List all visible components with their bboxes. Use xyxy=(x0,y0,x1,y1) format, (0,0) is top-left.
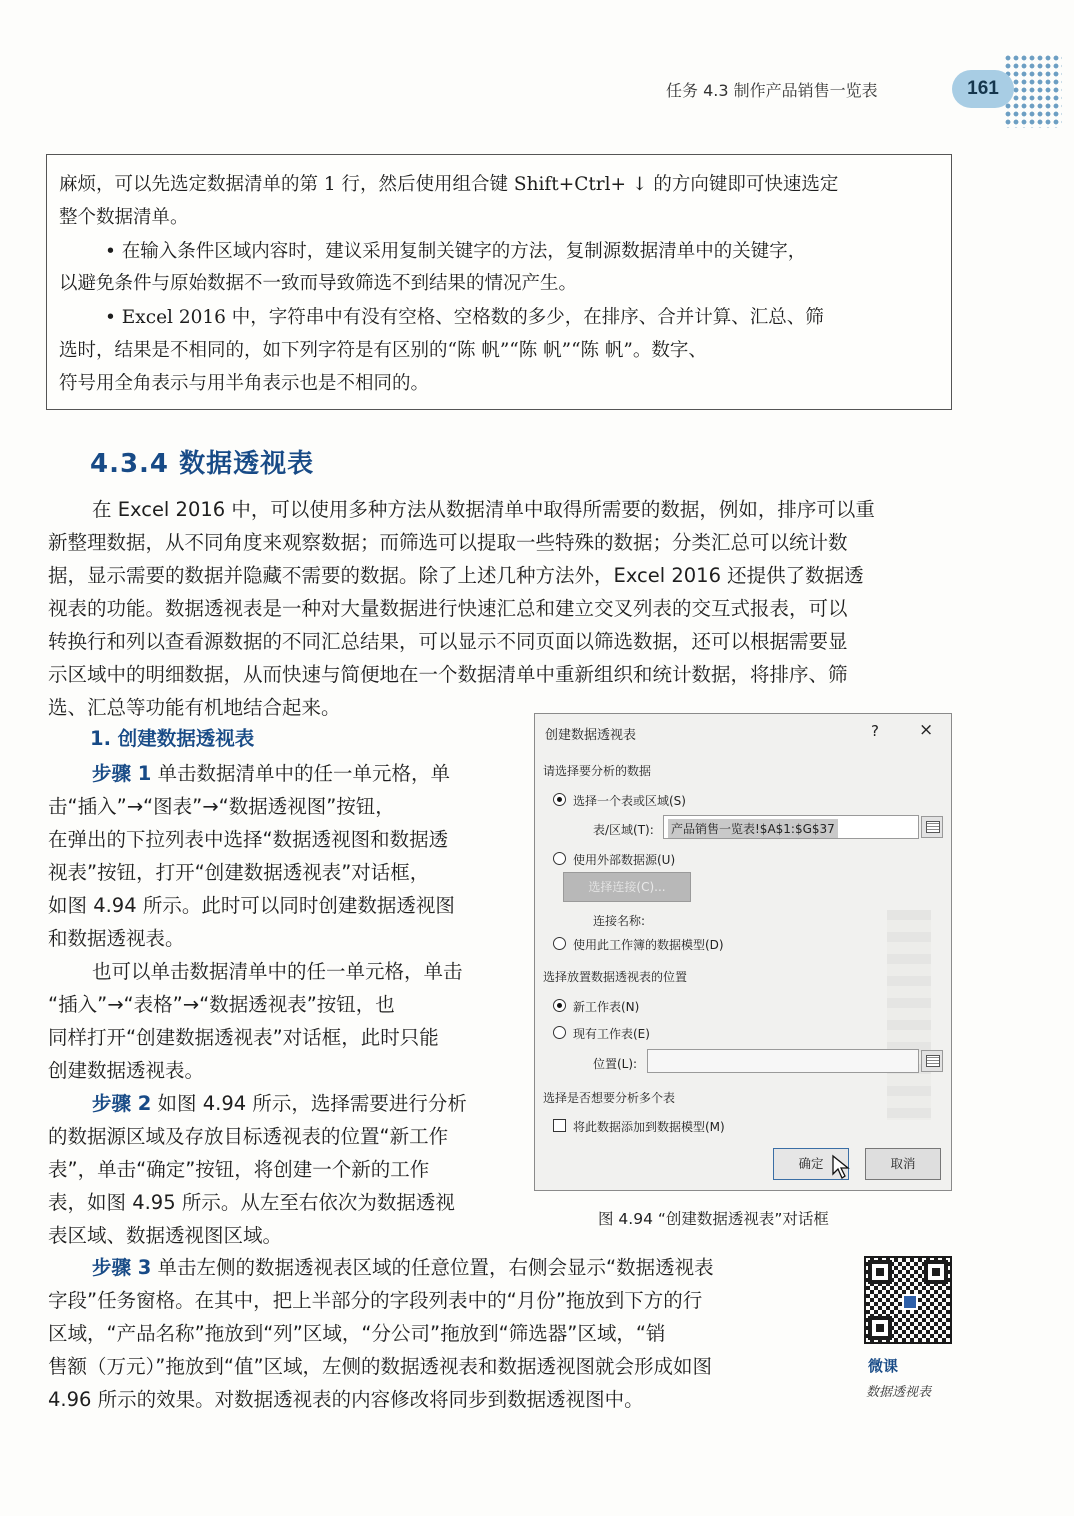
qr-logo-icon xyxy=(902,1294,918,1310)
note-line: • 在输入条件区域内容时，建议采用复制关键字的方法，复制源数据清单中的关键字， xyxy=(105,241,807,262)
radio-select-table-label: 选择一个表或区域(S) xyxy=(573,794,686,808)
background-sheet-stripes xyxy=(887,910,931,1120)
notes-box xyxy=(46,154,952,410)
step-line: 表”，单击“确定”按钮，将创建一个新的工作 xyxy=(48,1158,430,1181)
body-line: 新整理数据，从不同角度来观察数据；而筛选可以提取一些特殊的数据；分类汇总可以统计数 xyxy=(48,531,848,554)
body-line: 在 Excel 2016 中，可以使用多种方法从数据清单中取得所需要的数据，例如，排序可以重 xyxy=(92,498,875,521)
qr-finder xyxy=(868,1316,892,1340)
step-line: 4.96 所示的效果。对数据透视表的内容修改将同步到数据透视图中。 xyxy=(48,1388,644,1411)
note-line: 整个数据清单。 xyxy=(59,207,189,228)
table-range-label: 表/区域(T): xyxy=(593,823,654,837)
step-line: 表，如图 4.95 所示。从左至右依次为数据透视 xyxy=(48,1191,455,1214)
section-title: 4.3.4 数据透视表 xyxy=(90,449,315,479)
table-range-field[interactable] xyxy=(663,815,919,839)
body-line: 转换行和列以查看源数据的不同汇总结果，可以显示不同页面以筛选数据，还可以根据需要显 xyxy=(48,630,848,653)
step-line: 和数据透视表。 xyxy=(48,927,185,950)
step-line: 表区域、数据透视图区域。 xyxy=(48,1224,283,1247)
step-label: 步骤 2 xyxy=(92,1092,152,1115)
qr-code xyxy=(864,1256,952,1344)
step-line: 的数据源区域及存放目标透视表的位置“新工作 xyxy=(48,1125,449,1148)
cancel-button[interactable]: 取消 xyxy=(865,1148,941,1180)
location-collapse-icon[interactable] xyxy=(921,1050,943,1072)
step-text: 单击数据清单中的任一单元格，单 xyxy=(151,762,451,785)
subsection-title: 1. 创建数据透视表 xyxy=(90,727,255,750)
close-icon[interactable]: × xyxy=(919,720,934,740)
body-line: 选、汇总等功能有机地结合起来。 xyxy=(48,696,341,719)
step-line: 如图 4.94 所示。此时可以同时创建数据透视图 xyxy=(48,894,455,917)
body-line: 示区域中的明细数据，从而快速与简便地在一个数据清单中重新组织和统计数据，将排序、筛 xyxy=(48,663,848,686)
radio-existing-worksheet-label: 现有工作表(E) xyxy=(573,1027,650,1041)
table-range-value: 产品销售一览表!$A$1:$G$37 xyxy=(668,819,838,838)
step-line xyxy=(92,758,450,786)
page-number: 161 xyxy=(952,70,1014,108)
range-collapse-icon[interactable] xyxy=(921,816,943,838)
step-line xyxy=(92,1088,467,1116)
group-label-analyze: 请选择要分析的数据 xyxy=(543,764,652,778)
location-field[interactable] xyxy=(647,1049,919,1073)
step-line: “插入”→“表格”→“数据透视表”按钮，也 xyxy=(48,993,395,1016)
radio-data-model-label: 使用此工作簿的数据模型(D) xyxy=(573,938,724,952)
connection-name-label: 连接名称: xyxy=(593,914,646,928)
checkbox-add-data-model[interactable] xyxy=(553,1119,566,1132)
qr-finder xyxy=(924,1260,948,1284)
step-line: 区域，“产品名称”拖放到“列”区域，“分公司”拖放到“筛选器”区域，“销 xyxy=(48,1322,666,1345)
step-line: 同样打开“创建数据透视表”对话框，此时只能 xyxy=(48,1026,439,1049)
step-label: 步骤 3 xyxy=(92,1256,152,1279)
mouse-cursor-icon xyxy=(831,1154,851,1180)
body-line: 视表的功能。数据透视表是一种对大量数据进行快速汇总和建立交叉列表的交互式报表，可以 xyxy=(48,597,848,620)
note-line: • Excel 2016 中，字符串中有没有空格、空格数的多少，在排序、合并计算、汇总、筛 xyxy=(105,307,824,328)
step-line: 击“插入”→“图表”→“数据透视图”按钮， xyxy=(48,795,395,818)
help-icon[interactable]: ? xyxy=(871,722,879,740)
step-line: 视表”按钮，打开“创建数据透视表”对话框， xyxy=(48,861,430,884)
dialog-title: 创建数据透视表 xyxy=(545,728,637,743)
step-line: 在弹出的下拉列表中选择“数据透视图和数据透 xyxy=(48,828,449,851)
checkbox-add-data-model-label: 将此数据添加到数据模型(M) xyxy=(573,1120,725,1134)
choose-connection-button[interactable]: 选择连接(C)... xyxy=(563,872,691,902)
step-line xyxy=(92,1252,714,1280)
radio-external-source[interactable] xyxy=(553,852,566,865)
body-line: 据，显示需要的数据并隐藏不需要的数据。除了上述几种方法外，Excel 2016 还提供了数据透 xyxy=(48,564,864,587)
note-line: 以避免条件与原始数据不一致而导致筛选不到结果的情况产生。 xyxy=(59,273,578,294)
qr-label: 微课 xyxy=(868,1357,899,1375)
step-line: 创建数据透视表。 xyxy=(48,1059,205,1082)
note-line: 符号用全角表示与用半角表示也是不相同的。 xyxy=(59,373,430,394)
create-pivot-dialog xyxy=(534,713,952,1191)
group-label-multiple: 选择是否想要分析多个表 xyxy=(543,1091,676,1105)
radio-select-table[interactable] xyxy=(553,793,566,806)
group-label-location: 选择放置数据透视表的位置 xyxy=(543,970,688,984)
location-label: 位置(L): xyxy=(593,1057,638,1071)
step-line: 售额（万元）”拖放到“值”区域，左侧的数据透视表和数据透视图就会形成如图 xyxy=(48,1355,713,1378)
step-text: 如图 4.94 所示，选择需要进行分析 xyxy=(151,1092,467,1115)
radio-new-worksheet-label: 新工作表(N) xyxy=(573,1000,640,1014)
figure-caption: 图 4.94 “创建数据透视表”对话框 xyxy=(598,1210,829,1228)
radio-new-worksheet[interactable] xyxy=(553,999,566,1012)
ok-button[interactable]: 确定 xyxy=(773,1148,849,1180)
radio-external-source-label: 使用外部数据源(U) xyxy=(573,853,676,867)
step-text: 单击左侧的数据透视表区域的任意位置，右侧会显示“数据透视表 xyxy=(151,1256,714,1279)
step-line: 也可以单击数据清单中的任一单元格，单击 xyxy=(92,960,463,983)
running-title: 任务 4.3 制作产品销售一览表 xyxy=(666,81,878,100)
qr-finder xyxy=(868,1260,892,1284)
step-label: 步骤 1 xyxy=(92,762,152,785)
radio-data-model[interactable] xyxy=(553,937,566,950)
note-line: 麻烦，可以先选定数据清单的第 1 行，然后使用组合键 Shift+Ctrl+ ↓ 的方向键即可快速选定 xyxy=(59,174,839,195)
radio-existing-worksheet[interactable] xyxy=(553,1026,566,1039)
note-line: 选时，结果是不相同的，如下列字符是有区别的“陈 帆”“陈 帆”“陈 帆”。数字、 xyxy=(59,340,707,361)
qr-sublabel: 数据透视表 xyxy=(866,1385,932,1400)
step-line: 字段”任务窗格。在其中，把上半部分的字段列表中的“月份”拖放到下方的行 xyxy=(48,1289,703,1312)
